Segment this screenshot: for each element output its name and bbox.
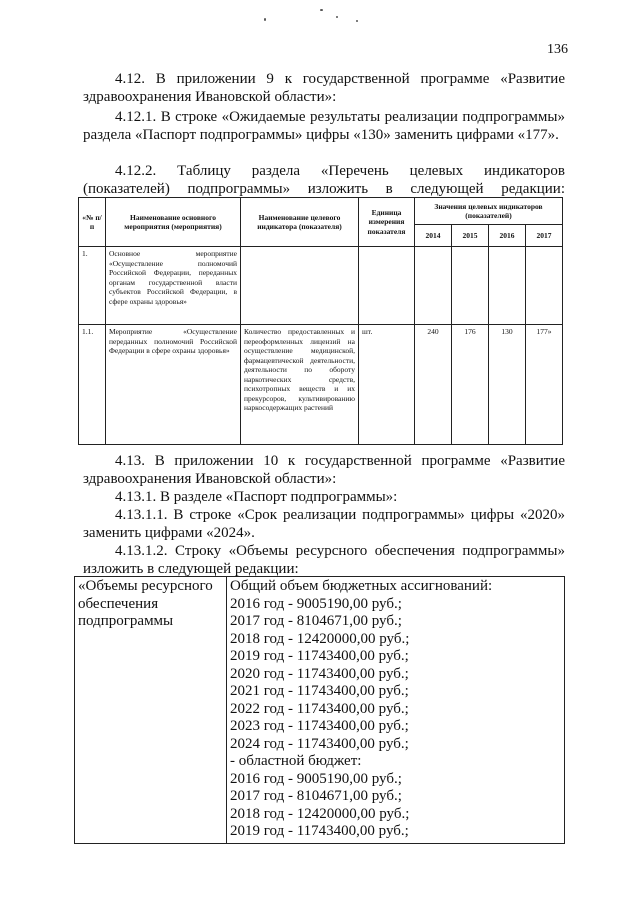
- row-value-2015: [452, 247, 489, 325]
- header-values: Значения целевых индикаторов (показателей): [415, 198, 563, 225]
- row-unit: шт.: [359, 325, 415, 445]
- paragraph-4-13-1: 4.13.1. В разделе «Паспорт подпрограммы»:: [115, 489, 398, 505]
- header-year-2015: 2015: [452, 225, 489, 247]
- resources-line: 2024 год - 11743400,00 руб.;: [230, 735, 409, 752]
- header-year-2014: 2014: [415, 225, 452, 247]
- header-year-2017: 2017: [526, 225, 563, 247]
- row-value-2014: [415, 247, 452, 325]
- resources-line: - областной бюджет:: [230, 753, 362, 769]
- paragraph-4-12-2: 4.12.2. Таблицу раздела «Перечень целевых индикаторов (показателей) подпрограммы» изложить в следующей редакции:: [83, 163, 565, 197]
- row-event: Основное мероприятие «Осуществление полномочий Российской Федерации, переданных органам государственной власти субъектов Российской Федерации, в сфере охраны здоровья»: [106, 247, 241, 325]
- header-indicator: Наименование целевого индикатора (показателя): [241, 198, 359, 247]
- resources-line: 2021 год - 11743400,00 руб.;: [230, 683, 409, 699]
- row-value-2017: 177»: [526, 325, 563, 445]
- row-value-2014: 240: [415, 325, 452, 445]
- header-num: «№ п/п: [79, 198, 106, 247]
- row-event: Мероприятие «Осуществление переданных полномочий Российской Федерации в сфере охраны здоровья»: [106, 325, 241, 445]
- table-row: [79, 247, 563, 325]
- resources-line: 2020 год - 11743400,00 руб.;: [230, 665, 409, 682]
- scan-speck: [356, 20, 358, 22]
- resources-line: 2017 год - 8104671,00 руб.;: [230, 788, 402, 804]
- scan-speck: [320, 9, 323, 11]
- row-value-2015: 176: [452, 325, 489, 445]
- resources-lines: [227, 577, 565, 844]
- resources-line: 2022 год - 11743400,00 руб.;: [230, 700, 409, 717]
- row-value-2017: [526, 247, 563, 325]
- row-unit: [359, 247, 415, 325]
- indicators-table: [78, 197, 563, 445]
- row-num: 1.1.: [79, 325, 106, 445]
- paragraph-4-12: 4.12. В приложении 9 к государственной программе «Развитие здравоохранения Ивановской области»:: [83, 71, 565, 105]
- header-unit: Единица измерения показателя: [359, 198, 415, 247]
- page-number: 136: [547, 42, 568, 57]
- resources-line: 2017 год - 8104671,00 руб.;: [230, 613, 402, 629]
- scan-speck: [336, 16, 338, 18]
- row-indicator: Количество предоставленных и переоформленных лицензий на осуществление медицинской, фармацевтической деятельности, деятельности по обороту наркотических средств, психотропных веществ и их прекурсоров, культивированию наркосодержащих растений: [241, 325, 359, 445]
- row-value-2016: 130: [489, 325, 526, 445]
- row-value-2016: [489, 247, 526, 325]
- resources-line: 2016 год - 9005190,00 руб.;: [230, 770, 402, 787]
- scan-speck: [264, 18, 266, 21]
- resources-line: 2018 год - 12420000,00 руб.;: [230, 805, 410, 822]
- resources-table: [74, 576, 565, 844]
- paragraph-4-13: 4.13. В приложении 10 к государственной программе «Развитие здравоохранения Ивановской области»:: [83, 453, 565, 487]
- paragraph-4-13-1-2: 4.13.1.2. Строку «Объемы ресурсного обеспечения подпрограммы» изложить в следующей редакции:: [83, 543, 565, 577]
- resources-line: Общий объем бюджетных ассигнований:: [230, 578, 493, 594]
- header-event: Наименование основного мероприятия (мероприятия): [106, 198, 241, 247]
- table-row: [79, 325, 563, 445]
- resources-line: 2016 год - 9005190,00 руб.;: [230, 595, 402, 612]
- paragraph-4-13-1-1: 4.13.1.1. В строке «Срок реализации подпрограммы» цифры «2020» заменить цифрами «2024».: [83, 507, 565, 541]
- paragraph-4-12-1: 4.12.1. В строке «Ожидаемые результаты реализации подпрограммы» раздела «Паспорт подпрограммы» цифры «130» заменить цифрами «177».: [83, 109, 565, 143]
- row-indicator: [241, 247, 359, 325]
- resources-label: «Объемы ресурсного обеспечения подпрограммы: [75, 577, 227, 844]
- row-num: 1.: [79, 247, 106, 325]
- header-year-2016: 2016: [489, 225, 526, 247]
- resources-line: 2019 год - 11743400,00 руб.;: [230, 648, 409, 664]
- resources-line: 2018 год - 12420000,00 руб.;: [230, 630, 410, 647]
- resources-line: 2023 год - 11743400,00 руб.;: [230, 718, 409, 734]
- resources-line: 2019 год - 11743400,00 руб.;: [230, 823, 409, 839]
